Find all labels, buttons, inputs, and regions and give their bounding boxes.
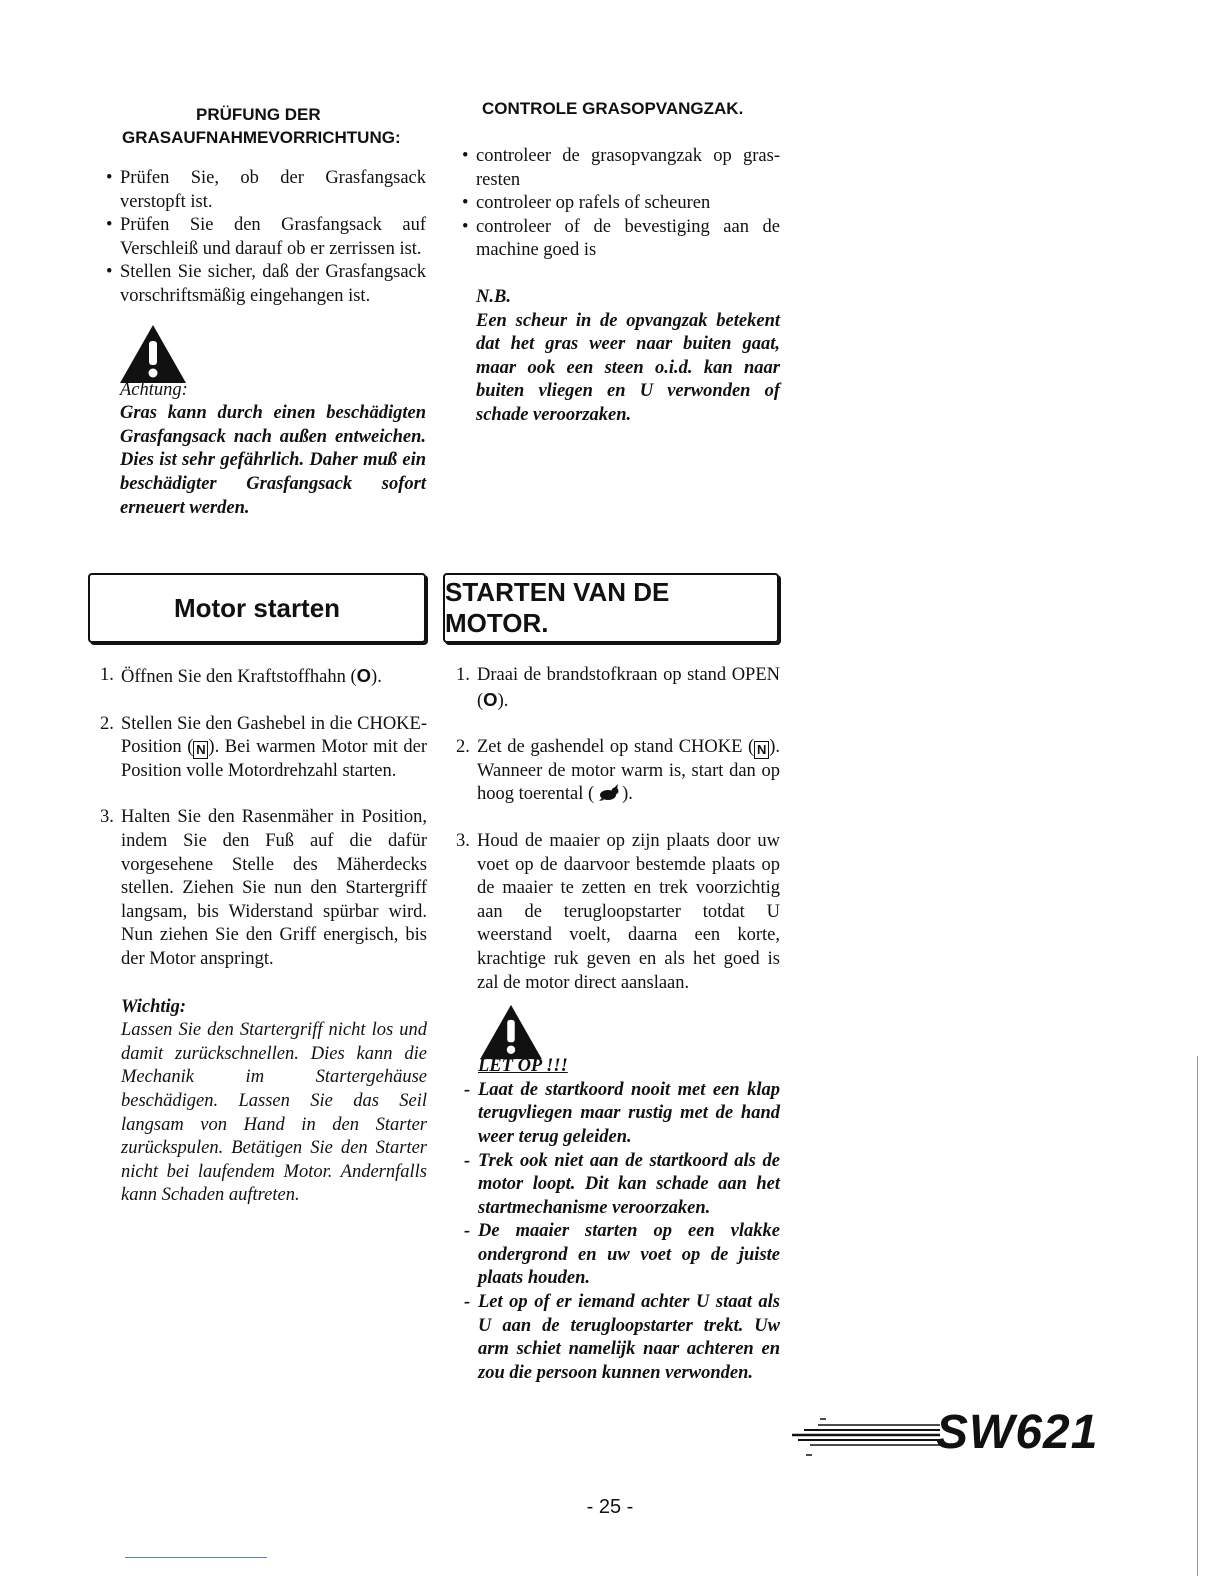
de-warning-title: Achtung:: [120, 379, 188, 400]
de-important-title: Wichtig:: [121, 996, 187, 1017]
nl-warning-list: [464, 1079, 780, 1386]
warning-triangle-icon: [118, 323, 188, 385]
nl-section-title-box: [443, 573, 779, 643]
list-item: • controleer of de bevestiging aan de machine goed is: [462, 216, 780, 263]
scan-line-bottom: [125, 1557, 267, 1558]
nl-grass-bag-section: [462, 97, 780, 428]
de-section-title-box: [88, 573, 426, 643]
list-item: • controleer de grasopvangzak op gras-resten: [462, 145, 780, 192]
de-grass-bag-section: [106, 103, 426, 520]
nl-warning-title: LET OP !!!: [478, 1056, 568, 1077]
list-item: • Prüfen Sie, ob der Grasfangsack verstopft ist.: [106, 167, 426, 214]
speed-lines-icon: [790, 1411, 940, 1461]
nl-note-title: N.B.: [476, 286, 511, 307]
list-item: 3. Houd de maaier op zijn plaats door uw voet op de daarvoor bestemde plaats op de maaier te zetten en trek voorzichtig aan de terugloopstarter totdat U weerstand voelt, daarna een korte, krachtige ruk geven en als het goed is zal de motor direct aanslaan.: [456, 830, 780, 993]
list-item: 2. Stellen Sie den Gashebel in die CHOKE-Position ( N ). Bei warmen Motor mit der Position volle Motordrehzahl starten.: [100, 713, 427, 781]
de-heading-line2: GRASAUFNAHMEVORRICHTUNG:: [122, 128, 401, 147]
choke-icon: N: [193, 741, 208, 759]
open-symbol: O: [356, 665, 372, 686]
brand-logo: [790, 1405, 1150, 1465]
choke-icon: N: [754, 741, 769, 759]
nl-start-section: [456, 664, 780, 1385]
rabbit-fast-speed-icon: [596, 784, 620, 802]
de-steps-list: [100, 664, 427, 972]
list-item: • Prüfen Sie den Grasfangsack auf Verschleiß und darauf ob er zerrissen ist.: [106, 214, 426, 261]
list-item: - Trek ook niet aan de startkoord als de motor loopt. Dit kan schade aan het startmechanisme veroorzaken.: [464, 1150, 780, 1221]
brand-logo-text: SW621: [936, 1406, 1099, 1459]
list-item: - Let op of er iemand achter U staat als U aan de terugloopstarter trekt. Uw arm schiet namelijk naar achteren en zou die persoon kunnen verwonden.: [464, 1291, 780, 1385]
list-item: - De maaier starten op een vlakke ondergrond en uw voet op de juiste plaats houden.: [464, 1220, 780, 1291]
nl-check-list: [462, 145, 780, 263]
list-item: 1. Draai de brandstofkraan op stand OPEN (O).: [456, 665, 780, 711]
nl-note-text: Een scheur in de opvangzak betekent dat het gras weer naar buiten gaat, maar ook een steen o.i.d. kan naar buiten vliegen en U verwonden of schade veroorzaken.: [476, 310, 780, 425]
list-item: 1. Öffnen Sie den Kraftstoffhahn (O).: [100, 665, 382, 687]
list-item: • Stellen Sie sicher, daß der Grasfangsack vorschriftsmäßig eingehangen ist.: [106, 261, 426, 308]
list-item: - Laat de startkoord nooit met een klap terugvliegen maar rustig met de hand weer terug geleiden.: [464, 1079, 780, 1150]
page-number: - 25 -: [586, 1496, 634, 1518]
de-important-text: Lassen Sie den Startergriff nicht los und damit zurückschnellen. Dies kann die Mechanik im Startergehäuse beschädigen. Lassen Sie das Seil langsam von Hand in den Starter zurückspulen. Betätigen Sie den Starter nicht bei laufendem Motor. Andernfalls kann Schaden auftreten.: [121, 1020, 427, 1206]
de-heading-line1: PRÜFUNG DER: [196, 105, 321, 124]
de-section-title: Motor starten: [173, 592, 341, 623]
nl-steps-list: [456, 664, 780, 995]
de-check-list: [106, 167, 426, 309]
open-symbol: O: [483, 688, 498, 710]
nl-heading: CONTROLE GRASOPVANGZAK.: [482, 99, 744, 118]
warning-triangle-icon: [478, 1003, 544, 1061]
list-item: 2. Zet de gashendel op stand CHOKE ( N ). Wanneer de motor warm is, start dan op hoog toerental ( ).: [456, 737, 780, 805]
nl-section-title: STARTEN VAN DE MOTOR.: [445, 577, 670, 638]
list-item: 3. Halten Sie den Rasenmäher in Position, indem Sie den Fuß auf die dafür vorgesehene Stelle des Mäherdecks stellen. Ziehen Sie nun den Startergriff langsam, bis Widerstand spürbar wird. Nun ziehen Sie den Griff energisch, bis der Motor anspringt.: [100, 807, 427, 969]
de-start-section: [100, 664, 427, 1208]
scan-line-right: [1197, 1056, 1198, 1576]
de-warning-text: Gras kann durch einen beschädigten Grasfangsack nach außen entweichen. Dies ist sehr gefährlich. Daher muß ein beschädigter Grasfangsack sofort erneuert werden.: [120, 403, 426, 518]
list-item: • controleer op rafels of scheuren: [462, 192, 780, 216]
